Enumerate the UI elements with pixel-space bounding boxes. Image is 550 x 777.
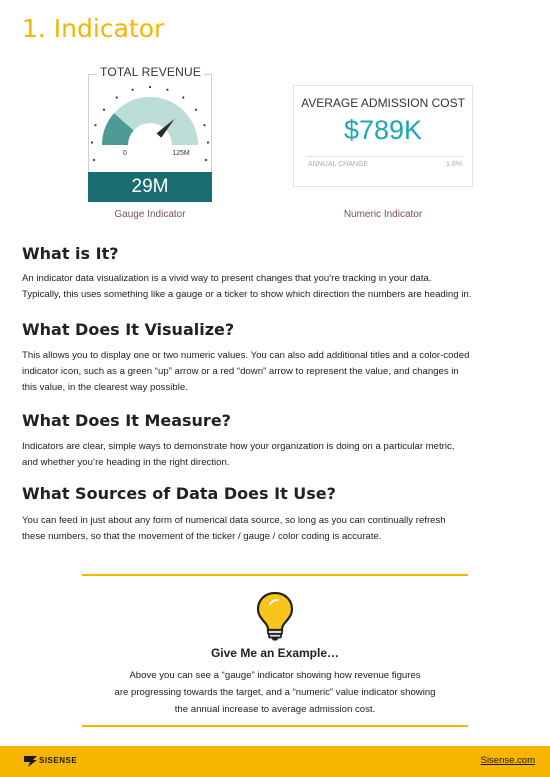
- gauge-tick-dot: [149, 86, 151, 88]
- section-body-what-is-it: [22, 271, 534, 303]
- numeric-sub-label: ANNUAL CHANGE: [308, 161, 369, 168]
- body-line: indicator icon, such as a green “up” arrow or a red “down” arrow to represent the value, and changes in: [22, 366, 459, 377]
- example-bottom-rule: [82, 725, 468, 727]
- numeric-title: AVERAGE ADMISSION COST: [301, 96, 465, 110]
- footer-brand: SISENSE: [39, 756, 78, 765]
- example-line: the annual increase to average admission cost.: [174, 704, 376, 715]
- gauge-indicator-widget: [88, 65, 212, 202]
- gauge-dial: [89, 83, 211, 167]
- body-line: these numbers, so that the movement of the ticker / gauge / color coding is accurate.: [22, 531, 382, 542]
- section-heading-what-does-it-visualize: What Does It Visualize?: [22, 320, 235, 339]
- gauge-tick-dot: [182, 96, 184, 98]
- body-line: You can feed in just about any form of numerical data source, so long as you can continually refresh: [22, 515, 446, 526]
- section-body-what-does-it-measure: [22, 439, 534, 471]
- body-line: Typically, this uses something like a gauge or a ticker to show which direction the numbers are heading in.: [22, 289, 472, 300]
- gauge-tick-dot: [205, 159, 207, 161]
- gauge-tick-dot: [103, 109, 105, 111]
- sisense-logo-icon: [24, 756, 37, 767]
- gauge-tick-dot: [166, 89, 168, 91]
- gauge-tick-dot: [195, 109, 197, 111]
- numeric-caption: Numeric Indicator: [343, 209, 423, 220]
- gauge-min-label: 0: [123, 150, 127, 157]
- section-heading-what-is-it: What is It?: [22, 244, 119, 263]
- lightbulb-icon: [253, 590, 297, 642]
- numeric-sub-value: 1.6%: [446, 161, 462, 168]
- section-heading-what-does-it-measure: What Does It Measure?: [22, 411, 231, 430]
- numeric-value: $789K: [343, 115, 423, 145]
- gauge-tick-dot: [94, 124, 96, 126]
- gauge-title: TOTAL REVENUE: [97, 65, 204, 79]
- gauge-tick-dot: [203, 124, 205, 126]
- numeric-indicator-widget: [293, 85, 473, 187]
- body-line: this value, in the clearest way possible.: [22, 382, 188, 393]
- example-line: are progressing towards the target, and a “numeric” value indicator showing: [114, 687, 436, 698]
- page-title: 1. Indicator: [22, 14, 165, 43]
- body-line: and whether you’re heading in the right direction.: [22, 457, 230, 468]
- body-line: Indicators are clear, simple ways to demonstrate how your organization is doing on a particular metric,: [22, 441, 455, 452]
- gauge-tick-dot: [116, 96, 118, 98]
- gauge-tick-dot: [207, 141, 209, 143]
- gauge-max-label: 125M: [172, 150, 190, 157]
- gauge-tick-dot: [91, 141, 93, 143]
- example-top-rule: [82, 574, 468, 576]
- body-line: This allows you to display one or two numeric values. You can also add additional titles and a color-coded: [22, 350, 470, 361]
- section-heading-data-sources: What Sources of Data Does It Use?: [22, 484, 336, 503]
- footer-link[interactable]: Sisense.com: [480, 755, 535, 766]
- example-heading: Give Me an Example…: [210, 646, 340, 660]
- gauge-value: 29M: [88, 172, 212, 202]
- body-line: An indicator data visualization is a vivid way to present changes that you’re tracking in your data.: [22, 273, 432, 284]
- footer-bar: [0, 746, 550, 777]
- example-line: Above you can see a “gauge” indicator showing how revenue figures: [129, 670, 421, 681]
- gauge-caption: Gauge Indicator: [114, 209, 186, 220]
- gauge-tick-dot: [131, 89, 133, 91]
- gauge-tick-dot: [93, 159, 95, 161]
- section-body-data-sources: [22, 513, 534, 545]
- section-body-what-does-it-visualize: [22, 348, 534, 396]
- numeric-divider: [306, 156, 464, 157]
